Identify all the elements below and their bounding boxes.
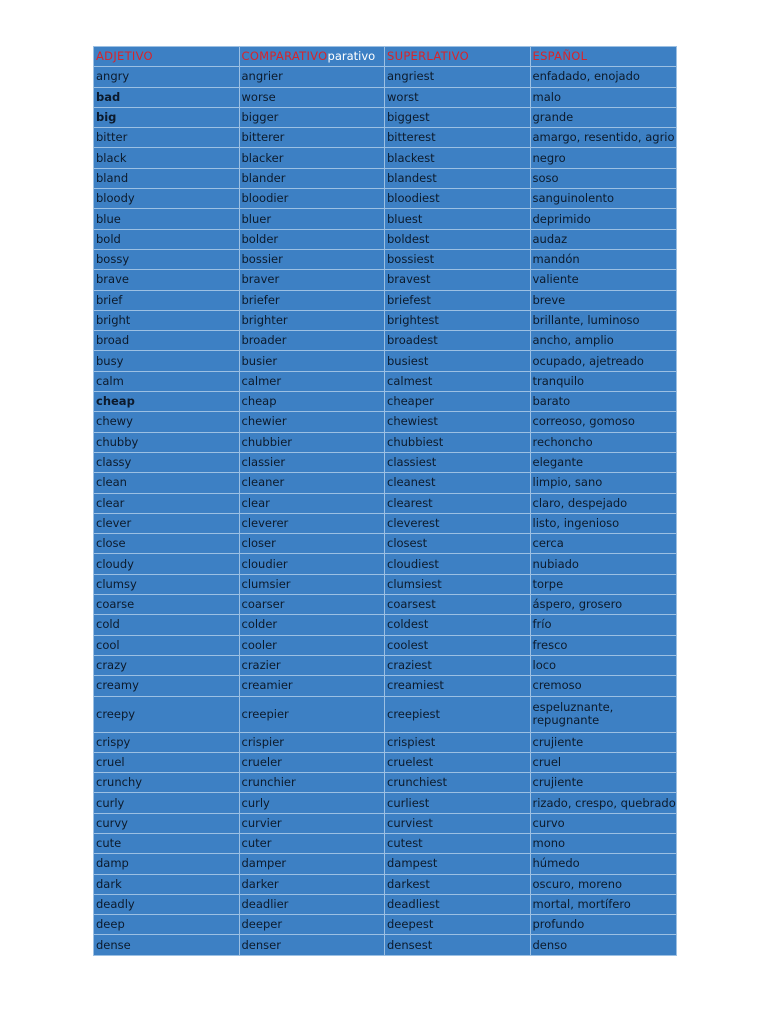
spanish-cell: cerca xyxy=(530,534,677,554)
header-adjetivo xyxy=(94,47,240,67)
adjective-cell: brief xyxy=(94,290,240,310)
superlative-cell: crunchiest xyxy=(385,773,531,793)
adjective-cell: cheap xyxy=(94,392,240,412)
table-row xyxy=(94,107,677,127)
superlative-cell: chubbiest xyxy=(385,432,531,452)
table-row xyxy=(94,148,677,168)
table-row xyxy=(94,574,677,594)
table-body xyxy=(94,67,677,955)
spanish-cell: enfadado, enojado xyxy=(530,67,677,87)
comparative-cell: crazier xyxy=(239,655,385,675)
superlative-cell: biggest xyxy=(385,107,531,127)
comparative-cell: clumsier xyxy=(239,574,385,594)
table-row xyxy=(94,189,677,209)
table-row xyxy=(94,732,677,752)
spanish-cell: soso xyxy=(530,168,677,188)
comparative-cell: cooler xyxy=(239,635,385,655)
comparative-cell: denser xyxy=(239,935,385,955)
spanish-cell: sanguinolento xyxy=(530,189,677,209)
superlative-cell: closest xyxy=(385,534,531,554)
adjective-cell: bad xyxy=(94,87,240,107)
spanish-cell: curvo xyxy=(530,813,677,833)
superlative-cell: cloudiest xyxy=(385,554,531,574)
comparative-cell: angrier xyxy=(239,67,385,87)
adjective-cell: chewy xyxy=(94,412,240,432)
comparative-cell: busier xyxy=(239,351,385,371)
table-row xyxy=(94,493,677,513)
table-row xyxy=(94,615,677,635)
spanish-cell: crujiente xyxy=(530,732,677,752)
superlative-cell: angriest xyxy=(385,67,531,87)
spanish-cell: claro, despejado xyxy=(530,493,677,513)
adjective-cell: deep xyxy=(94,915,240,935)
spanish-cell: deprimido xyxy=(530,209,677,229)
spanish-cell: negro xyxy=(530,148,677,168)
adjectives-table xyxy=(93,46,677,956)
superlative-cell: cutest xyxy=(385,833,531,853)
adjective-cell: big xyxy=(94,107,240,127)
spanish-cell: crujiente xyxy=(530,773,677,793)
adjective-cell: bossy xyxy=(94,249,240,269)
superlative-cell: briefest xyxy=(385,290,531,310)
superlative-cell: bravest xyxy=(385,270,531,290)
comparative-cell: braver xyxy=(239,270,385,290)
table-row xyxy=(94,554,677,574)
spanish-cell: torpe xyxy=(530,574,677,594)
superlative-cell: cleanest xyxy=(385,473,531,493)
superlative-cell: coolest xyxy=(385,635,531,655)
adjective-cell: creamy xyxy=(94,676,240,696)
comparative-cell: chewier xyxy=(239,412,385,432)
adjective-cell: classy xyxy=(94,452,240,472)
spanish-cell: profundo xyxy=(530,915,677,935)
spanish-cell: mandón xyxy=(530,249,677,269)
spanish-cell: limpio, sano xyxy=(530,473,677,493)
table-row xyxy=(94,854,677,874)
table-row xyxy=(94,513,677,533)
table-row xyxy=(94,229,677,249)
header-superlativo xyxy=(385,47,531,67)
table-row xyxy=(94,67,677,87)
table-row xyxy=(94,331,677,351)
comparative-cell: deadlier xyxy=(239,894,385,914)
adjective-cell: coarse xyxy=(94,595,240,615)
spanish-cell: grande xyxy=(530,107,677,127)
spanish-cell: oscuro, moreno xyxy=(530,874,677,894)
superlative-cell: coldest xyxy=(385,615,531,635)
adjective-cell: bloody xyxy=(94,189,240,209)
table-row xyxy=(94,392,677,412)
superlative-cell: blandest xyxy=(385,168,531,188)
spanish-cell: correoso, gomoso xyxy=(530,412,677,432)
comparative-cell: cleverer xyxy=(239,513,385,533)
adjective-cell: broad xyxy=(94,331,240,351)
adjective-cell: curly xyxy=(94,793,240,813)
comparative-cell: cleaner xyxy=(239,473,385,493)
superlative-cell: densest xyxy=(385,935,531,955)
comparative-cell: bluer xyxy=(239,209,385,229)
spanish-cell: listo, ingenioso xyxy=(530,513,677,533)
spanish-cell: breve xyxy=(530,290,677,310)
adjective-cell: bland xyxy=(94,168,240,188)
table-row xyxy=(94,87,677,107)
comparative-cell: bigger xyxy=(239,107,385,127)
spanish-cell: nubiado xyxy=(530,554,677,574)
adjective-cell: cloudy xyxy=(94,554,240,574)
superlative-cell: deepest xyxy=(385,915,531,935)
table-row xyxy=(94,595,677,615)
header-superlativo-label: SUPERLATIVO xyxy=(387,49,469,64)
spanish-cell: malo xyxy=(530,87,677,107)
table-row xyxy=(94,209,677,229)
adjective-cell: creepy xyxy=(94,696,240,732)
superlative-cell: darkest xyxy=(385,874,531,894)
comparative-cell: briefer xyxy=(239,290,385,310)
spanish-cell: rechoncho xyxy=(530,432,677,452)
table-row xyxy=(94,874,677,894)
superlative-cell: calmest xyxy=(385,371,531,391)
comparative-cell: bolder xyxy=(239,229,385,249)
header-row xyxy=(94,47,677,67)
superlative-cell: coarsest xyxy=(385,595,531,615)
comparative-cell: calmer xyxy=(239,371,385,391)
comparative-cell: coarser xyxy=(239,595,385,615)
superlative-cell: bloodiest xyxy=(385,189,531,209)
adjective-cell: close xyxy=(94,534,240,554)
adjective-cell: cool xyxy=(94,635,240,655)
superlative-cell: broadest xyxy=(385,331,531,351)
table-row xyxy=(94,534,677,554)
comparative-cell: crueler xyxy=(239,752,385,772)
table-row xyxy=(94,813,677,833)
adjective-cell: bold xyxy=(94,229,240,249)
comparative-cell: creamier xyxy=(239,676,385,696)
superlative-cell: dampest xyxy=(385,854,531,874)
superlative-cell: busiest xyxy=(385,351,531,371)
spanish-cell: amargo, resentido, agrio xyxy=(530,128,677,148)
table-row xyxy=(94,696,677,732)
table-row xyxy=(94,773,677,793)
superlative-cell: cruelest xyxy=(385,752,531,772)
spanish-cell: rizado, crespo, quebrado xyxy=(530,793,677,813)
adjective-cell: busy xyxy=(94,351,240,371)
adjective-cell: bitter xyxy=(94,128,240,148)
comparative-cell: closer xyxy=(239,534,385,554)
table-row xyxy=(94,412,677,432)
spanish-cell: frío xyxy=(530,615,677,635)
comparative-cell: cloudier xyxy=(239,554,385,574)
table-row xyxy=(94,128,677,148)
spanish-cell: tranquilo xyxy=(530,371,677,391)
superlative-cell: worst xyxy=(385,87,531,107)
comparative-cell: crispier xyxy=(239,732,385,752)
spanish-cell: ocupado, ajetreado xyxy=(530,351,677,371)
comparative-cell: chubbier xyxy=(239,432,385,452)
header-comparativo-label: COMPARATIVO xyxy=(241,49,328,64)
comparative-cell: brighter xyxy=(239,310,385,330)
superlative-cell: cleverest xyxy=(385,513,531,533)
adjective-cell: curvy xyxy=(94,813,240,833)
superlative-cell: bitterest xyxy=(385,128,531,148)
table-row xyxy=(94,935,677,955)
superlative-cell: clearest xyxy=(385,493,531,513)
comparative-cell: classier xyxy=(239,452,385,472)
spanish-cell: espeluznante, repugnante xyxy=(530,696,677,732)
adjective-cell: chubby xyxy=(94,432,240,452)
adjective-cell: crunchy xyxy=(94,773,240,793)
comparative-cell: bloodier xyxy=(239,189,385,209)
table-row xyxy=(94,752,677,772)
header-espanol xyxy=(530,47,677,67)
table-row xyxy=(94,915,677,935)
superlative-cell: curliest xyxy=(385,793,531,813)
table-row xyxy=(94,833,677,853)
comparative-cell: damper xyxy=(239,854,385,874)
spanish-cell: denso xyxy=(530,935,677,955)
superlative-cell: brightest xyxy=(385,310,531,330)
comparative-cell: broader xyxy=(239,331,385,351)
comparative-cell: curvier xyxy=(239,813,385,833)
superlative-cell: chewiest xyxy=(385,412,531,432)
adjective-cell: calm xyxy=(94,371,240,391)
comparative-cell: crunchier xyxy=(239,773,385,793)
table-row xyxy=(94,310,677,330)
spanish-cell: mono xyxy=(530,833,677,853)
header-comparativo-overflow: parativo xyxy=(327,49,376,64)
adjective-cell: crispy xyxy=(94,732,240,752)
adjective-cell: cruel xyxy=(94,752,240,772)
adjective-cell: angry xyxy=(94,67,240,87)
superlative-cell: crispiest xyxy=(385,732,531,752)
comparative-cell: worse xyxy=(239,87,385,107)
adjective-cell: black xyxy=(94,148,240,168)
superlative-cell: cheaper xyxy=(385,392,531,412)
superlative-cell: curviest xyxy=(385,813,531,833)
adjective-cell: damp xyxy=(94,854,240,874)
table-row xyxy=(94,371,677,391)
table-row xyxy=(94,635,677,655)
spanish-cell: mortal, mortífero xyxy=(530,894,677,914)
table-row xyxy=(94,432,677,452)
comparative-cell: bitterer xyxy=(239,128,385,148)
table-row xyxy=(94,270,677,290)
spanish-cell: cruel xyxy=(530,752,677,772)
comparative-cell: clear xyxy=(239,493,385,513)
adjective-cell: clear xyxy=(94,493,240,513)
table-row xyxy=(94,351,677,371)
superlative-cell: clumsiest xyxy=(385,574,531,594)
comparative-cell: cheap xyxy=(239,392,385,412)
comparative-cell: creepier xyxy=(239,696,385,732)
superlative-cell: creamiest xyxy=(385,676,531,696)
spanish-cell: elegante xyxy=(530,452,677,472)
adjective-cell: crazy xyxy=(94,655,240,675)
adjective-cell: cute xyxy=(94,833,240,853)
superlative-cell: blackest xyxy=(385,148,531,168)
adjective-cell: clumsy xyxy=(94,574,240,594)
superlative-cell: bossiest xyxy=(385,249,531,269)
superlative-cell: boldest xyxy=(385,229,531,249)
table-row xyxy=(94,290,677,310)
table-row xyxy=(94,894,677,914)
table-row xyxy=(94,249,677,269)
table-row xyxy=(94,793,677,813)
superlative-cell: bluest xyxy=(385,209,531,229)
spanish-cell: loco xyxy=(530,655,677,675)
table-row xyxy=(94,452,677,472)
superlative-cell: deadliest xyxy=(385,894,531,914)
comparative-cell: deeper xyxy=(239,915,385,935)
table-row xyxy=(94,655,677,675)
adjective-cell: deadly xyxy=(94,894,240,914)
adjective-cell: clever xyxy=(94,513,240,533)
superlative-cell: classiest xyxy=(385,452,531,472)
comparative-cell: blacker xyxy=(239,148,385,168)
adjective-cell: brave xyxy=(94,270,240,290)
comparative-cell: darker xyxy=(239,874,385,894)
adjective-cell: bright xyxy=(94,310,240,330)
header-espanol-label: ESPAÑOL xyxy=(532,49,588,64)
spanish-cell: valiente xyxy=(530,270,677,290)
comparative-cell: colder xyxy=(239,615,385,635)
spanish-cell: áspero, grosero xyxy=(530,595,677,615)
comparative-cell: bossier xyxy=(239,249,385,269)
spanish-cell: audaz xyxy=(530,229,677,249)
spanish-cell: ancho, amplio xyxy=(530,331,677,351)
spanish-cell: barato xyxy=(530,392,677,412)
header-comparativo xyxy=(239,47,385,67)
header-adjetivo-label: ADJETIVO xyxy=(96,49,153,64)
spanish-cell: húmedo xyxy=(530,854,677,874)
adjective-cell: cold xyxy=(94,615,240,635)
superlative-cell: craziest xyxy=(385,655,531,675)
spanish-cell: fresco xyxy=(530,635,677,655)
table-row xyxy=(94,168,677,188)
comparative-cell: cuter xyxy=(239,833,385,853)
comparative-cell: curly xyxy=(239,793,385,813)
comparative-cell: blander xyxy=(239,168,385,188)
table-row xyxy=(94,473,677,493)
spanish-cell: brillante, luminoso xyxy=(530,310,677,330)
table-row xyxy=(94,676,677,696)
spanish-cell: cremoso xyxy=(530,676,677,696)
adjective-cell: dark xyxy=(94,874,240,894)
adjective-cell: clean xyxy=(94,473,240,493)
superlative-cell: creepiest xyxy=(385,696,531,732)
adjective-cell: dense xyxy=(94,935,240,955)
adjective-cell: blue xyxy=(94,209,240,229)
table-header xyxy=(94,47,677,67)
